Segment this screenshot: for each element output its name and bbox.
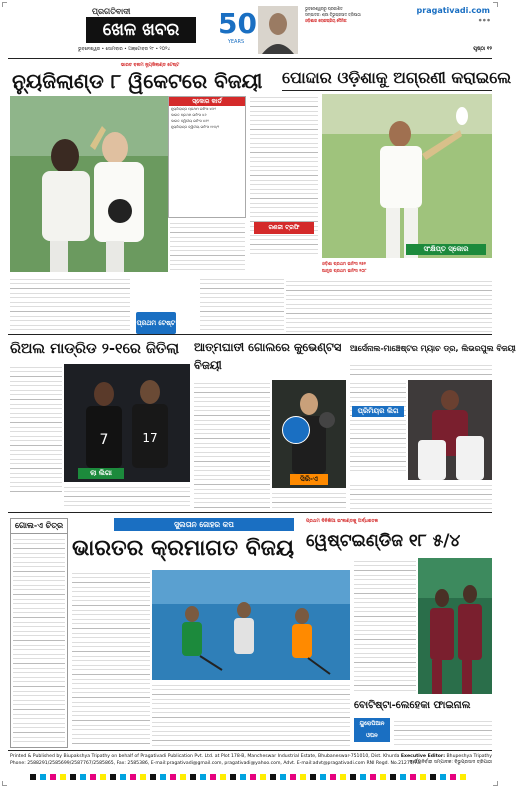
arsenal-body-left [350,380,406,472]
page-number: ପୃଷ୍ଠା ୧୨ [473,46,492,52]
wi-photo [418,558,492,694]
hockey-banner: ସୁଲତାନ ଜୋହର କପ [114,518,294,531]
kuber-tag: ସିରି-ଏ [290,474,328,485]
svg-text:17: 17 [142,431,158,445]
kuber-headline: ଆତ୍ମଘାତୀ ଗୋଲରେ କୁଭେଣ୍ଟସ ବିଜୟୀ [194,340,342,372]
crop-mark [493,781,498,786]
podar-summary-tag: ସଂକ୍ଷିପ୍ତ ସ୍କୋର [406,244,486,255]
nz-kicker: ଭାରତ ବନାମ ନ୍ୟୁଜିଲାଣ୍ଡ ଟେଷ୍ଟ [120,63,180,68]
real-photo [64,364,190,482]
real-tag: ଲା ଲିଗା [78,468,124,479]
arsenal-photo [408,380,492,480]
final-headline: ବୋଟିଷ୍ଟା-ଲେହେକା ଫାଇନାଲ [354,700,471,711]
twitter-icon: ● [482,18,486,22]
nz-body-col [10,276,130,332]
hockey-match-image [152,570,350,680]
social-icons [414,18,490,23]
anniversary-logo [218,7,257,49]
masthead [0,0,500,62]
website: pragativadi.com [416,6,490,15]
batsman-image [322,94,492,258]
real-madrid-image [64,364,190,482]
real-body [10,364,62,492]
nz-headline: ନ୍ୟୁଜିଲାଣ୍ଡ ୮ ୱିକେଟରେ ବିଜୟୀ [12,69,263,93]
final-body [394,718,492,746]
club-badge [282,416,310,444]
nz-photo [10,96,168,272]
real-body-lower [64,484,190,510]
kuber-body [194,380,270,510]
hockey-photo [152,570,350,680]
wi-body [354,558,416,694]
goal-box [10,518,68,748]
nz-body-col [200,276,284,332]
facebook-icon: ● [478,18,482,22]
podar-section-tag: ରଣଜୀ ଟ୍ରଫି [254,222,314,234]
podar-summary [322,260,492,276]
hockey-body-lower [152,682,350,746]
west-indies-cricketers-image [418,558,492,694]
goal-box-body [13,536,65,742]
footer-line: Phone: 2588291/2585699/2587767/2585865, Fax: 2585386, E-mail:pragativadi@gmail.com, pragativadi@yahoo.com, Advt. E-mail:advt@pragativadi.com RNI Regd. No.21271/73 [10,761,421,766]
color-registration-bar [30,774,470,780]
youtube-icon: ● [486,18,490,22]
paper-name: ପ୍ରଗତିବାଦୀ [92,7,131,16]
portrait-image [258,6,298,54]
final-tag: ୟୁରୋପିଆନ ଓପନ [354,718,390,742]
editor-odia: କାର୍ଯ୍ୟନିର୍ବାହୀ ସମ୍ପାଦକ: ବିଭୁପ୍ରସାଦ ତ୍ରିପାଠୀ [409,760,492,765]
real-headline: ରିଅଲ ମାଡ୍ରିଡ ୨-୧ରେ ଜିତିଲା [10,341,180,357]
podar-body-lower [286,278,492,332]
notice-line: ଭୁବନେଶ୍ୱରରୁ ପ୍ରକାଶିତ [305,6,343,11]
wi-headline: ୱେଷ୍ଟଇଣ୍ଡିଜ ୧୮ ୫/୪ [306,531,461,551]
crop-mark [2,781,7,786]
arsenal-body-lower [350,482,492,510]
hockey-headline: ଭାରତର କ୍ରମାଗତ ବିଜୟ [72,536,295,561]
goal-box-title: ଗୋଲ-ଏ ଚିତ୍ର [11,519,67,534]
scorecard-row: ଭାରତ ଦ୍ୱିତୀୟ ଇନିଂସ ୪୬୨ [171,119,209,123]
nz-body [170,220,245,272]
celebration-image [408,380,492,480]
podar-headline: ପୋଦ୍ଦାର ଓଡ଼ିଶାକୁ ଅଗ୍ରଣୀ କରାଇଲେ [282,66,492,91]
arsenal-body [350,362,492,378]
scorecard-row: ନ୍ୟୁଜିଲାଣ୍ଡ ଦ୍ୱିତୀୟ ଇନିଂସ ୧୧୦/୨ [171,125,220,129]
section-rule [8,512,492,513]
podar-photo [322,94,492,258]
masthead-rule [8,58,492,59]
section-rule [8,334,492,335]
page-title: ଖେଳ ଖବର [86,17,196,43]
arsenal-tag: ପ୍ରିମିୟର ଲିଗ [352,406,404,417]
notice-line: ଓଡ଼ିଶାର ଲୋକପ୍ରିୟ ଦୈନିକ [305,18,347,23]
cricketers-image [10,96,168,272]
wi-kicker: ପ୍ରଥମ ଦିନିକିଆ ଇଂଲଣ୍ଡକୁ ଅର୍ଦ୍ଧଶତକ [306,519,379,524]
hockey-body [72,570,150,746]
scorecard [168,96,246,218]
summary-line: ଓଡ଼ିଶା ପ୍ରଥମ ଇନିଂସ ୨୭୨ [322,261,366,266]
notice-line: ସମ୍ପାଦକ: ଶ୍ରୀ ବିଭୁପ୍ରସାଦ ତ୍ରିପାଠୀ [305,12,361,17]
executive-editor [394,754,492,768]
editor-name: Bhupeshya Tripathy [446,754,492,759]
anniversary-number: 50 [218,7,257,40]
arsenal-headline: ଆର୍ସେନାଲ-ମାଞ୍ଚେଷ୍ଟର ମ୍ୟାଚ ଡ୍ର, ଲିଭରପୁଲ ବିଜୟୀ [350,344,516,353]
notice-box [305,6,380,42]
scorecard-row: ନ୍ୟୁଜିଲାଣ୍ଡ ପ୍ରଥମ ଇନିଂସ ୪୦୨ [171,107,216,111]
dateline: ଭୁବନେଶ୍ୱର • ସୋମବାର • ଅକ୍ଟୋବର ୨୮ • ୨୦୨୪ [78,47,171,52]
footer-line: Printed & Published by Biupakshya Tripathy on behalf of Pragativadi Publication Pvt. Ltd. at Plot 178-B, Mancheswar Industrial Estate, Bhubaneswar-751010, Dist. Khurda [10,754,400,759]
kuber-body-lower [272,490,346,510]
founder-portrait [258,6,298,54]
editor-label: Executive Editor: [400,754,446,759]
scorecard-title: ସ୍କୋର କାର୍ଡ [169,97,245,106]
nz-sidebar-tag: ପ୍ରଥମ ଟେଷ୍ଟ [136,312,176,334]
summary-line: ଆନ୍ଧ୍ର ପ୍ରଥମ ଇନିଂସ ୨୦୮ [322,268,367,273]
scorecard-row: ଭାରତ ପ୍ରଥମ ଇନିଂସ ୪୬ [171,113,207,117]
anniversary-label: YEARS [227,39,245,45]
footer-rule [8,750,492,751]
svg-text:7: 7 [99,432,109,448]
